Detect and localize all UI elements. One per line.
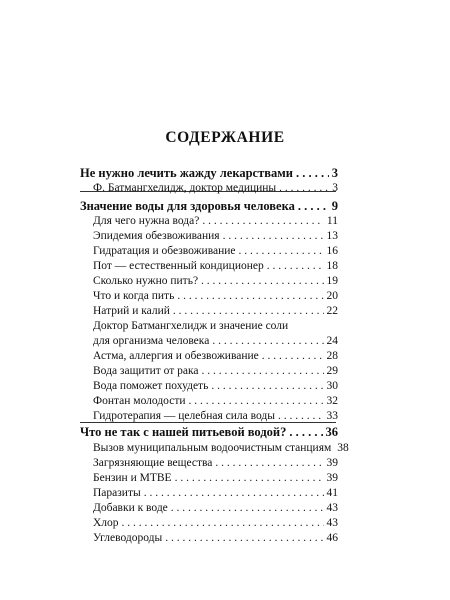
- toc-section-1[interactable]: [80, 199, 338, 214]
- leader-dots: [215, 456, 323, 471]
- toc-page-number: 3: [331, 166, 338, 180]
- toc-item[interactable]: [93, 471, 338, 486]
- leader-dots: [201, 274, 323, 289]
- toc-section-2[interactable]: [80, 425, 338, 440]
- toc-item-label: Сколько нужно пить?: [93, 275, 199, 287]
- toc-page-number: 13: [326, 230, 338, 242]
- leader-dots: [239, 244, 324, 259]
- toc-page-number: 19: [326, 275, 338, 287]
- toc-item[interactable]: [93, 334, 338, 349]
- toc-item-label: Бензин и МТВЕ: [93, 472, 172, 484]
- toc-item[interactable]: [93, 349, 338, 364]
- toc-item-label: Загрязняющие вещества: [93, 457, 213, 469]
- leader-dots: [144, 486, 324, 501]
- toc-item-label: Вызов муниципальным водоочистным станциям: [93, 442, 332, 454]
- toc-section-0[interactable]: [80, 166, 338, 181]
- toc-page-number: 28: [326, 350, 338, 362]
- toc-page-number: 24: [326, 335, 338, 347]
- toc-page-number: 39: [326, 457, 338, 469]
- toc-item[interactable]: [93, 486, 338, 501]
- toc-item-label: Углеводороды: [93, 532, 163, 544]
- toc-item[interactable]: [93, 441, 349, 456]
- toc-item[interactable]: [93, 229, 338, 244]
- toc-page-number: 43: [326, 517, 338, 529]
- toc-item-label: Хлор: [93, 517, 119, 529]
- toc-item-label: Ф. Батмангхелидж, доктор медицины: [93, 182, 277, 194]
- toc-item[interactable]: [93, 274, 338, 289]
- page-title: СОДЕРЖАНИЕ: [165, 129, 285, 146]
- toc-item-label: Эпидемия обезвоживания: [93, 230, 220, 242]
- toc-item[interactable]: [93, 379, 338, 394]
- leader-dots: [212, 334, 323, 349]
- toc-item-label: Гидротерапия — целебная сила воды: [93, 410, 275, 422]
- toc-item-label: Паразиты: [93, 487, 141, 499]
- toc-page-number: 18: [326, 260, 338, 272]
- toc-item-label-line1: Доктор Батмангхелидж и значение соли: [93, 320, 289, 332]
- toc-page-number: 46: [326, 532, 338, 544]
- toc-page-number: 29: [326, 365, 338, 377]
- toc-item[interactable]: [93, 501, 338, 516]
- toc-section-label: Не нужно лечить жажду лекарствами: [80, 166, 293, 180]
- leader-dots: [165, 531, 323, 546]
- toc-item-label: Натрий и калий: [93, 305, 170, 317]
- toc-page-number: 33: [326, 410, 338, 422]
- leader-dots: [296, 166, 329, 181]
- toc-item-label: Фонтан молодости: [93, 395, 186, 407]
- leader-dots: [177, 289, 323, 304]
- leader-dots: [173, 304, 324, 319]
- toc-item-label: Для чего нужна вода?: [93, 215, 200, 227]
- toc-item[interactable]: [93, 394, 338, 409]
- toc-page-number: 30: [326, 380, 338, 392]
- leader-dots: [175, 471, 324, 486]
- toc-item[interactable]: [93, 364, 338, 379]
- toc-item-label: Что и когда пить: [93, 290, 175, 302]
- toc-item-label: Вода защитит от рака: [93, 365, 199, 377]
- leader-dots: [289, 425, 322, 440]
- toc-item[interactable]: [93, 516, 338, 531]
- toc-page-number: 39: [326, 472, 338, 484]
- toc-page-number: 41: [326, 487, 338, 499]
- toc-item-label: Гидратация и обезвоживание: [93, 245, 236, 257]
- toc-item[interactable]: [93, 181, 338, 196]
- toc-page-number: 9: [331, 199, 338, 213]
- divider: [80, 422, 336, 423]
- leader-dots: [211, 379, 323, 394]
- toc-item[interactable]: [93, 456, 338, 471]
- toc-page-number: 43: [326, 502, 338, 514]
- toc-item-label: для организма человека: [93, 335, 210, 347]
- toc-item-label: Пот — естественный кондиционер: [93, 260, 264, 272]
- toc-item[interactable]: [93, 214, 338, 229]
- leader-dots: [279, 181, 329, 196]
- toc-section-label: Значение воды для здоровья человека: [80, 199, 295, 213]
- leader-dots: [122, 516, 324, 531]
- toc-item-label: Добавки к воде: [93, 502, 168, 514]
- toc-section-label: Что не так с нашей питьевой водой?: [80, 425, 287, 439]
- toc-item[interactable]: [93, 289, 338, 304]
- leader-dots: [189, 394, 324, 409]
- toc-item-label: Астма, аллергия и обезвоживание: [93, 350, 259, 362]
- toc-page-number: 22: [326, 305, 338, 317]
- leader-dots: [223, 229, 324, 244]
- toc-page-number: 32: [326, 395, 338, 407]
- toc-page-number: 20: [326, 290, 338, 302]
- toc-page-number: 16: [326, 245, 338, 257]
- toc-item[interactable]: [93, 244, 338, 259]
- toc-item[interactable]: [93, 531, 338, 546]
- toc-item[interactable]: [93, 304, 338, 319]
- toc-item-label: Вода поможет похудеть: [93, 380, 209, 392]
- leader-dots: [267, 259, 324, 274]
- toc-page-number: 11: [326, 215, 338, 227]
- leader-dots: [202, 214, 324, 229]
- toc-item[interactable]: [93, 259, 338, 274]
- toc-page-number: 36: [325, 425, 338, 439]
- toc-page-number: 38: [337, 442, 349, 454]
- leader-dots: [298, 199, 329, 214]
- leader-dots: [202, 364, 324, 379]
- toc-page-number: 3: [332, 182, 338, 194]
- leader-dots: [262, 349, 324, 364]
- leader-dots: [171, 501, 324, 516]
